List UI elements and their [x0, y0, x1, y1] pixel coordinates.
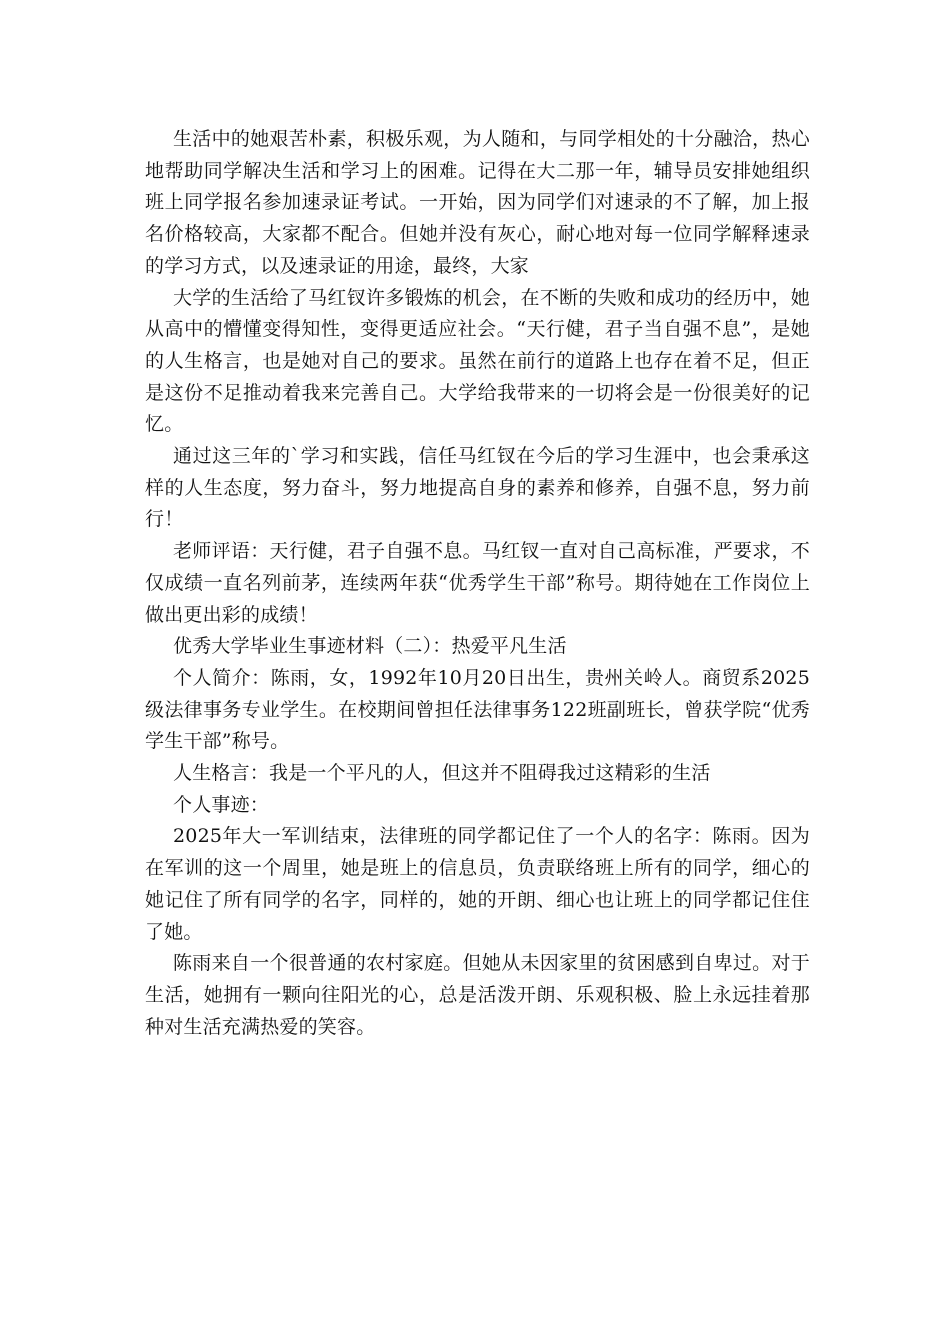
- paragraph-teacher-comment: 老师评语：天行健，君子自强不息。马红钗一直对自己高标准，严要求，不仅成绩一直名列前茅，连续两年获“优秀学生干部”称号。期待她在工作岗位上做出更出彩的成绩！: [145, 540, 810, 626]
- section-heading-material-two: 优秀大学毕业生事迹材料（二）：热爱平凡生活: [173, 635, 567, 658]
- paragraph-military-training: 2025年大一军训结束，法律班的同学都记住了一个人的名字：陈雨。因为在军训的这一个周里，她是班上的信息员，负责联络班上所有的同学，细心的她记住了所有同学的名字，同样的，她的开朗、细心也让班上的同学都记住住了她。: [145, 825, 810, 943]
- paragraph-three-years: 通过这三年的`学习和实践，信任马红钗在今后的学习生涯中，也会秉承这样的人生态度，努力奋斗，努力地提高自身的素养和修养，自强不息，努力前行！: [145, 445, 810, 531]
- paragraph-family-background: 陈雨来自一个很普通的农村家庭。但她从未因家里的贫困感到自卑过。对于生活，她拥有一颗向往阳光的心，总是活泼开朗、乐观积极、脸上永远挂着那种对生活充满热爱的笑容。: [145, 952, 810, 1038]
- document-body: [145, 124, 810, 1043]
- paragraph-deeds-label: 个人事迹：: [173, 793, 270, 816]
- paragraph-personal-intro: 个人简介：陈雨，女，1992年10月20日出生，贵州关岭人。商贸系2025级法律事务专业学生。在校期间曾担任法律事务122班副班长，曾获学院“优秀学生干部”称号。: [145, 666, 810, 753]
- paragraph-university-growth: 大学的生活给了马红钗许多锻炼的机会，在不断的失败和成功的经历中，她从高中的懵懂变得知性，变得更适应社会。“天行健，君子当自强不息”，是她的人生格言，也是她对自己的要求。虽然在前行的道路上也存在着不足，但正是这份不足推动着我来完善自己。大学给我带来的一切将会是一份很美好的记忆。: [145, 286, 810, 436]
- paragraph-life-attitude: 生活中的她艰苦朴素，积极乐观，为人随和，与同学相处的十分融洽，热心地帮助同学解决生活和学习上的困难。记得在大二那一年，辅导员安排她组织班上同学报名参加速录证考试。一开始，因为同学们对速录的不了解，加上报名价格较高，大家都不配合。但她并没有灰心，耐心地对每一位同学解释速录的学习方式，以及速录证的用途，最终，大家: [145, 128, 810, 277]
- paragraph-life-motto: 人生格言：我是一个平凡的人，但这并不阻碍我过这精彩的生活: [173, 762, 711, 785]
